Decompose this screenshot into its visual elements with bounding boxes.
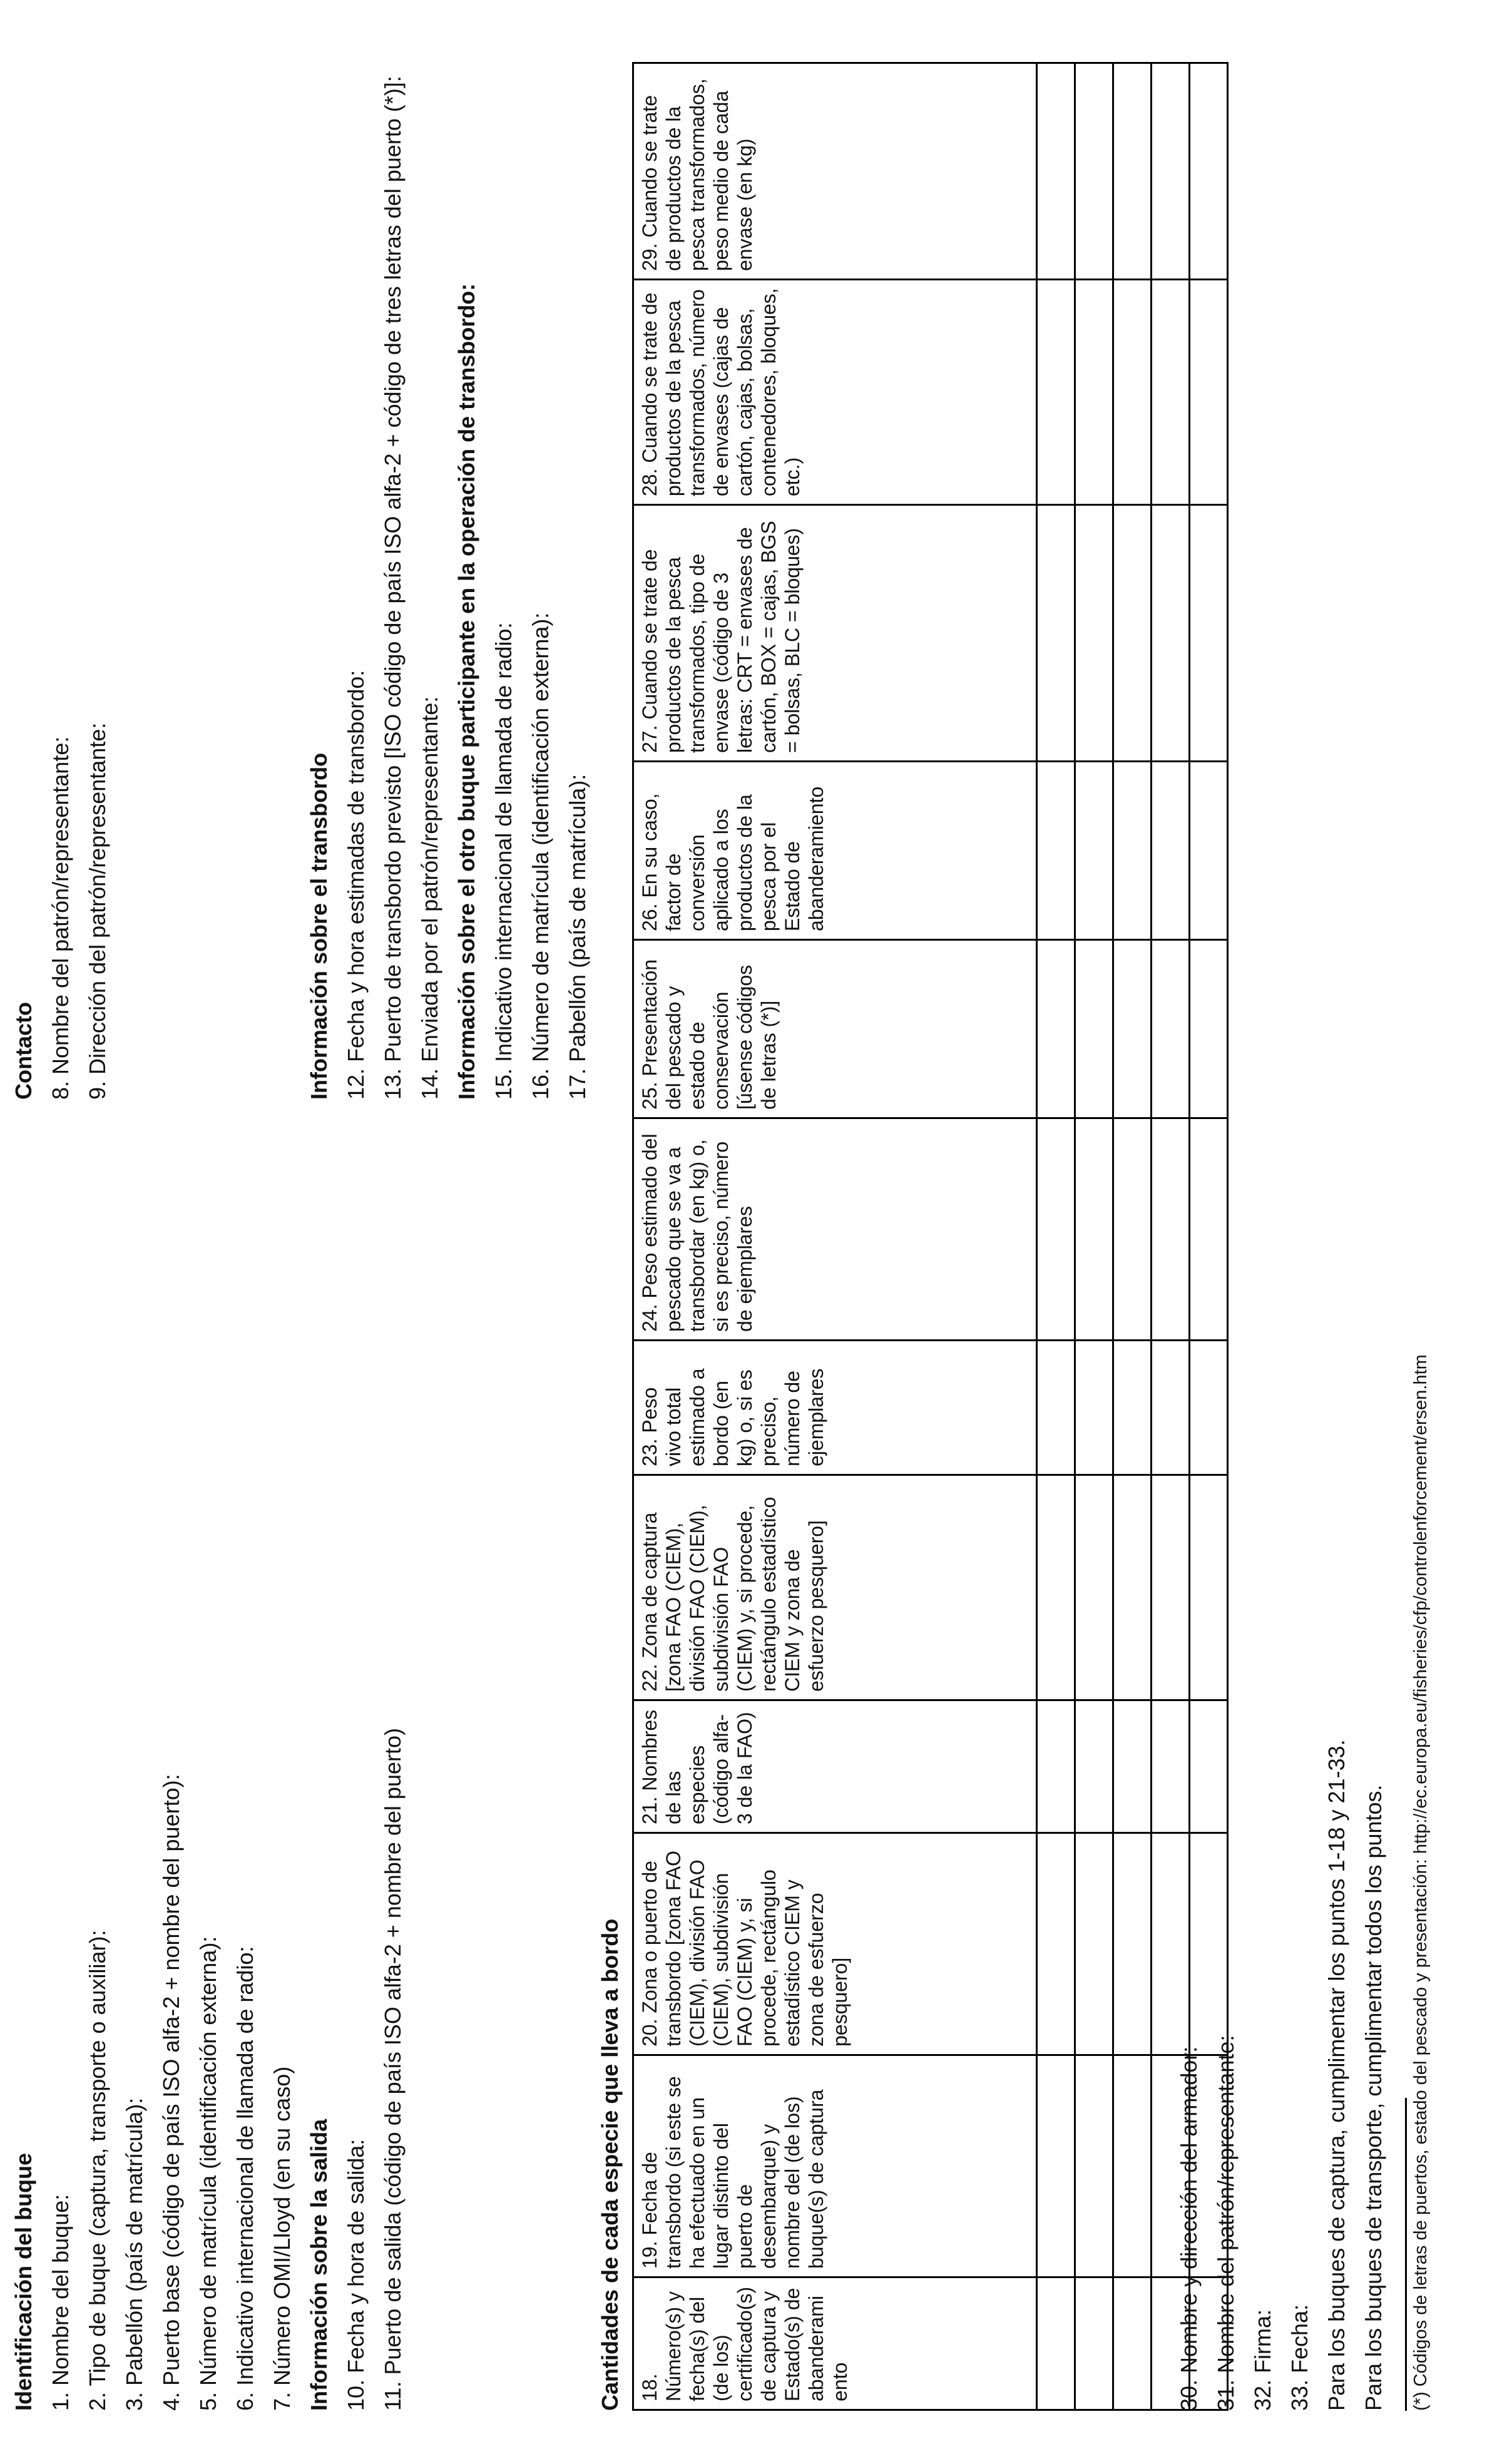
quantities-title: Cantidades de cada especie que lleva a bordo [597, 1918, 623, 2411]
table-cell [1190, 1118, 1228, 1341]
field-label: 17. Pabellón (país de matrícula): [565, 774, 590, 1100]
field-list [485, 76, 596, 1100]
table-row [1075, 63, 1113, 2410]
table-cell [1152, 505, 1190, 762]
table-cell [1113, 280, 1152, 505]
field-label: 7. Número OMI/Lloyd (en su caso) [269, 2066, 295, 2411]
field-label: 9. Dirección del patrón/representante: [84, 722, 110, 1100]
field-label: 4. Puerto base (código de país ISO alfa-2 + nombre del puerto): [158, 1774, 184, 2411]
field-label: 12. Fecha y hora estimadas de transbordo: [343, 670, 369, 1100]
table-row [1113, 63, 1152, 2410]
table-cell [1190, 1341, 1228, 1475]
column-header: 21. Nombres de las especies (código alfa-3 de la FAO) [633, 1700, 1037, 1833]
table-cell [1037, 280, 1075, 505]
table-cell [1075, 1833, 1113, 2055]
section-title: Información sobre el otro buque participante en la operación de transbordo: [454, 283, 479, 1100]
table-cell [1037, 762, 1075, 940]
column-header: 26. En su caso, factor de conversión aplicado a los productos de la pesca por el Estado de abanderamiento [633, 762, 1037, 940]
table-cell [1037, 1833, 1075, 2055]
contact-section [5, 723, 116, 1100]
field-label: 31. Nombre del patrón/representante: [1213, 2035, 1239, 2411]
table-cell [1037, 505, 1075, 762]
field-list [42, 723, 116, 1100]
table-cell [1190, 63, 1228, 280]
section-title: Información sobre la salida [306, 2119, 332, 2411]
column-header: 20. Zona o puerto de transbordo [zona FAO (CIEM), división FAO (CIEM), subdivisión FAO (CIEM) y, si procede, rectángulo estadístico CIEM y zona de esfuerzo pesquero] [633, 1833, 1037, 2055]
field-label: 30. Nombre y dirección del armador: [1176, 2046, 1202, 2411]
field-label: 6. Indicativo internacional de llamada de radio: [232, 1946, 258, 2411]
field-list [337, 76, 448, 1100]
field-label: 10. Fecha y hora de salida: [343, 2139, 369, 2411]
column-header: 29. Cuando se trate de productos de la pesca transformados, peso medio de cada envase (en kg) [633, 63, 1037, 280]
table-cell [1075, 1475, 1113, 1700]
table-cell [1113, 940, 1152, 1118]
instruction-text: Para los buques de captura, cumplimentar los puntos 1-18 y 21-33. [1324, 1739, 1349, 2411]
table-cell [1037, 2055, 1075, 2277]
field-label: 33. Fecha: [1287, 2304, 1312, 2411]
table-cell [1037, 1118, 1075, 1341]
column-header: 18. Número(s) y fecha(s) del (de los) certificado(s) de captura y Estado(s) de abanderamiento [633, 2277, 1037, 2410]
table-cell [1152, 1341, 1190, 1475]
table-cell [1113, 63, 1152, 280]
column-header: 23. Peso vivo total estimado a bordo (en kg) o, si es preciso, número de ejemplares [633, 1341, 1037, 1475]
field-list [337, 1728, 411, 2411]
column-header: 22. Zona de captura [zona FAO (CIEM), división FAO (CIEM), subdivisión FAO (CIEM) y, si procede, rectángulo estadístico CIEM y zona de esfuerzo pesquero] [633, 1475, 1037, 1700]
table-cell [1037, 940, 1075, 1118]
field-list [42, 1728, 300, 2411]
table-cell [1152, 1118, 1190, 1341]
table-cell [1075, 762, 1113, 940]
table-cell [1037, 1341, 1075, 1475]
column-header: 24. Peso estimado del pescado que se va a transbordar (en kg) o, si es preciso, número de ejemplares [633, 1118, 1037, 1341]
column-header: 25. Presentación del pescado y estado de conservación [úsense códigos de letras (*)] [633, 940, 1037, 1118]
table-cell [1152, 762, 1190, 940]
field-label: 13. Puerto de transbordo previsto [ISO código de país ISO alfa-2 + código de tres letras del puerto (*)]: [380, 76, 406, 1100]
table-cell [1075, 2055, 1113, 2277]
column-header: 19. Fecha de transbordo (si este se ha efectuado en un lugar distinto del puerto de desembarque) y nombre del (de los) buque(s) de captura [633, 2055, 1037, 2277]
field-label: 32. Firma: [1250, 2309, 1275, 2411]
table-header-row [633, 63, 1037, 2410]
section-title: Identificación del buque [11, 2152, 36, 2411]
table-cell [1113, 1700, 1152, 1833]
table-cell [1190, 940, 1228, 1118]
vessel-identification-section [5, 1728, 411, 2411]
field-label: 11. Puerto de salida (código de país ISO alfa-2 + nombre del puerto) [380, 1728, 406, 2411]
field-label: 15. Indicativo internacional de llamada de radio: [491, 622, 516, 1100]
table-cell [1075, 280, 1113, 505]
table-cell [1152, 1475, 1190, 1700]
signature-section [1170, 1739, 1392, 2411]
field-label: 8. Nombre del patrón/representante: [48, 736, 73, 1100]
table-cell [1075, 940, 1113, 1118]
column-header: 27. Cuando se trate de productos de la pesca transformados, tipo de envase (código de 3 letras: CRT = envases de cartón, BOX = cajas, BGS = bolsas, BLC = bloques) [633, 505, 1037, 762]
table-cell [1075, 1341, 1113, 1475]
table-cell [1152, 280, 1190, 505]
instruction-text: Para los buques de transporte, cumplimentar todos los puntos. [1361, 1784, 1386, 2411]
table-cell [1113, 1341, 1152, 1475]
table-cell [1113, 2055, 1152, 2277]
table-cell [1113, 1833, 1152, 2055]
table-cell [1113, 762, 1152, 940]
field-label: 3. Pabellón (país de matrícula): [121, 2097, 147, 2411]
table-cell [1037, 63, 1075, 280]
table-cell [1075, 505, 1113, 762]
column-header: 28. Cuando se trate de productos de la pesca transformados, número de envases (cajas de cartón, cajas, bolsas, contenedores, bloques, etc.) [633, 280, 1037, 505]
table-cell [1152, 940, 1190, 1118]
table-row [1037, 63, 1075, 2410]
field-label: 16. Número de matrícula (identificación externa): [528, 612, 553, 1100]
field-label: 2. Tipo de buque (captura, transporte o auxiliar): [84, 1930, 110, 2411]
section-title: Información sobre el transbordo [306, 752, 332, 1100]
field-label: 5. Número de matrícula (identificación externa): [195, 1936, 221, 2411]
table-cell [1152, 63, 1190, 280]
table-cell [1190, 762, 1228, 940]
field-label: 1. Nombre del buque: [48, 2194, 73, 2411]
table-cell [1113, 505, 1152, 762]
footnote: (*) Códigos de letras de puertos, estado del pescado y presentación: http://ec.europa.eu/fisheries/cfp/controlenforcement/ersen.htm [1411, 1354, 1431, 2411]
transshipment-section [300, 76, 596, 1100]
table-cell [1190, 280, 1228, 505]
table-cell [1075, 1700, 1113, 1833]
table-cell [1113, 2277, 1152, 2410]
table-cell [1190, 1475, 1228, 1700]
table-cell [1113, 1475, 1152, 1700]
table-cell [1075, 1118, 1113, 1341]
species-quantities-table [632, 62, 1229, 2411]
table-cell [1190, 505, 1228, 762]
table-cell [1113, 1118, 1152, 1341]
table-cell [1037, 1475, 1075, 1700]
footnote-divider [1405, 2098, 1407, 2411]
table-cell [1037, 1700, 1075, 1833]
section-title: Contacto [11, 1002, 36, 1100]
table-cell [1037, 2277, 1075, 2410]
table-cell [1075, 63, 1113, 280]
field-label: 14. Enviada por el patrón/representante: [417, 696, 442, 1100]
table-cell [1075, 2277, 1113, 2410]
